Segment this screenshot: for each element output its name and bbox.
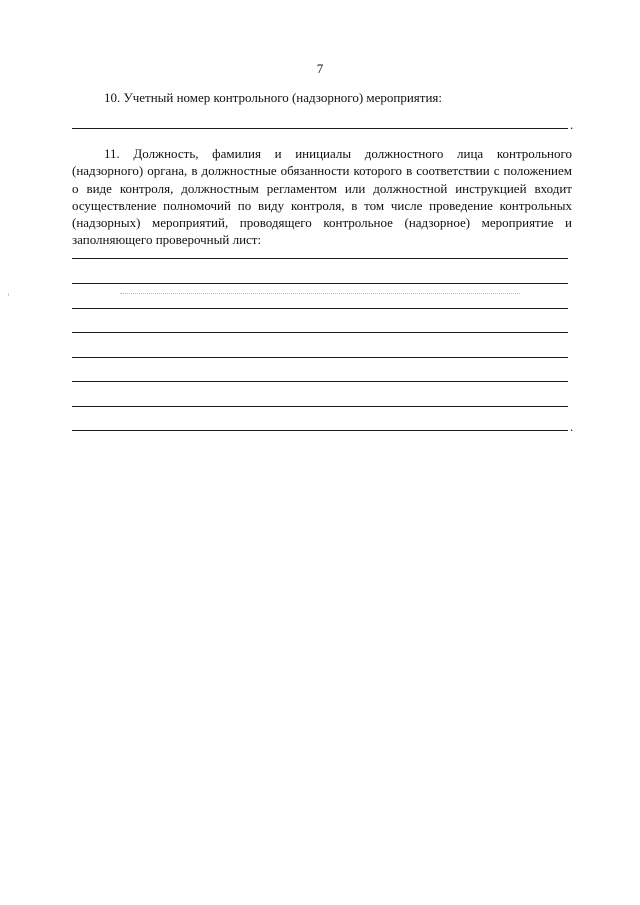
item-10-line-period: .	[570, 117, 574, 132]
item-11-answer-line[interactable]	[72, 283, 568, 284]
scan-specks	[120, 293, 520, 296]
item-10-label: 10. Учетный номер контрольного (надзорного) мероприятия:	[104, 90, 443, 105]
item-11-line-period: .	[570, 419, 574, 434]
item-11-answer-line[interactable]	[72, 406, 568, 407]
item-11-answer-line[interactable]	[72, 430, 568, 431]
scan-edge-mark	[8, 293, 9, 296]
item-11-label: 11. Должность, фамилия и инициалы должностного лица контрольного (надзорного) органа, в должностные обязанности которого в соответствии с положением о виде контроля, должностным регламентом или должностной инструкцией входит осуществление полномочий по виду контроля, в том числе проведение контрольных (надзорных) мероприятий, проводящего контрольное (надзорное) мероприятие и заполняющего проверочный лист:	[72, 146, 572, 248]
item-11-answer-line[interactable]	[72, 357, 568, 358]
item-10-answer-line[interactable]	[72, 128, 568, 129]
page-number: 7	[316, 61, 324, 76]
item-11-paragraph	[72, 145, 572, 249]
item-11-answer-line[interactable]	[72, 308, 568, 309]
item-11-answer-line[interactable]	[72, 332, 568, 333]
item-11-answer-line[interactable]	[72, 258, 568, 259]
item-11-answer-line[interactable]	[72, 381, 568, 382]
